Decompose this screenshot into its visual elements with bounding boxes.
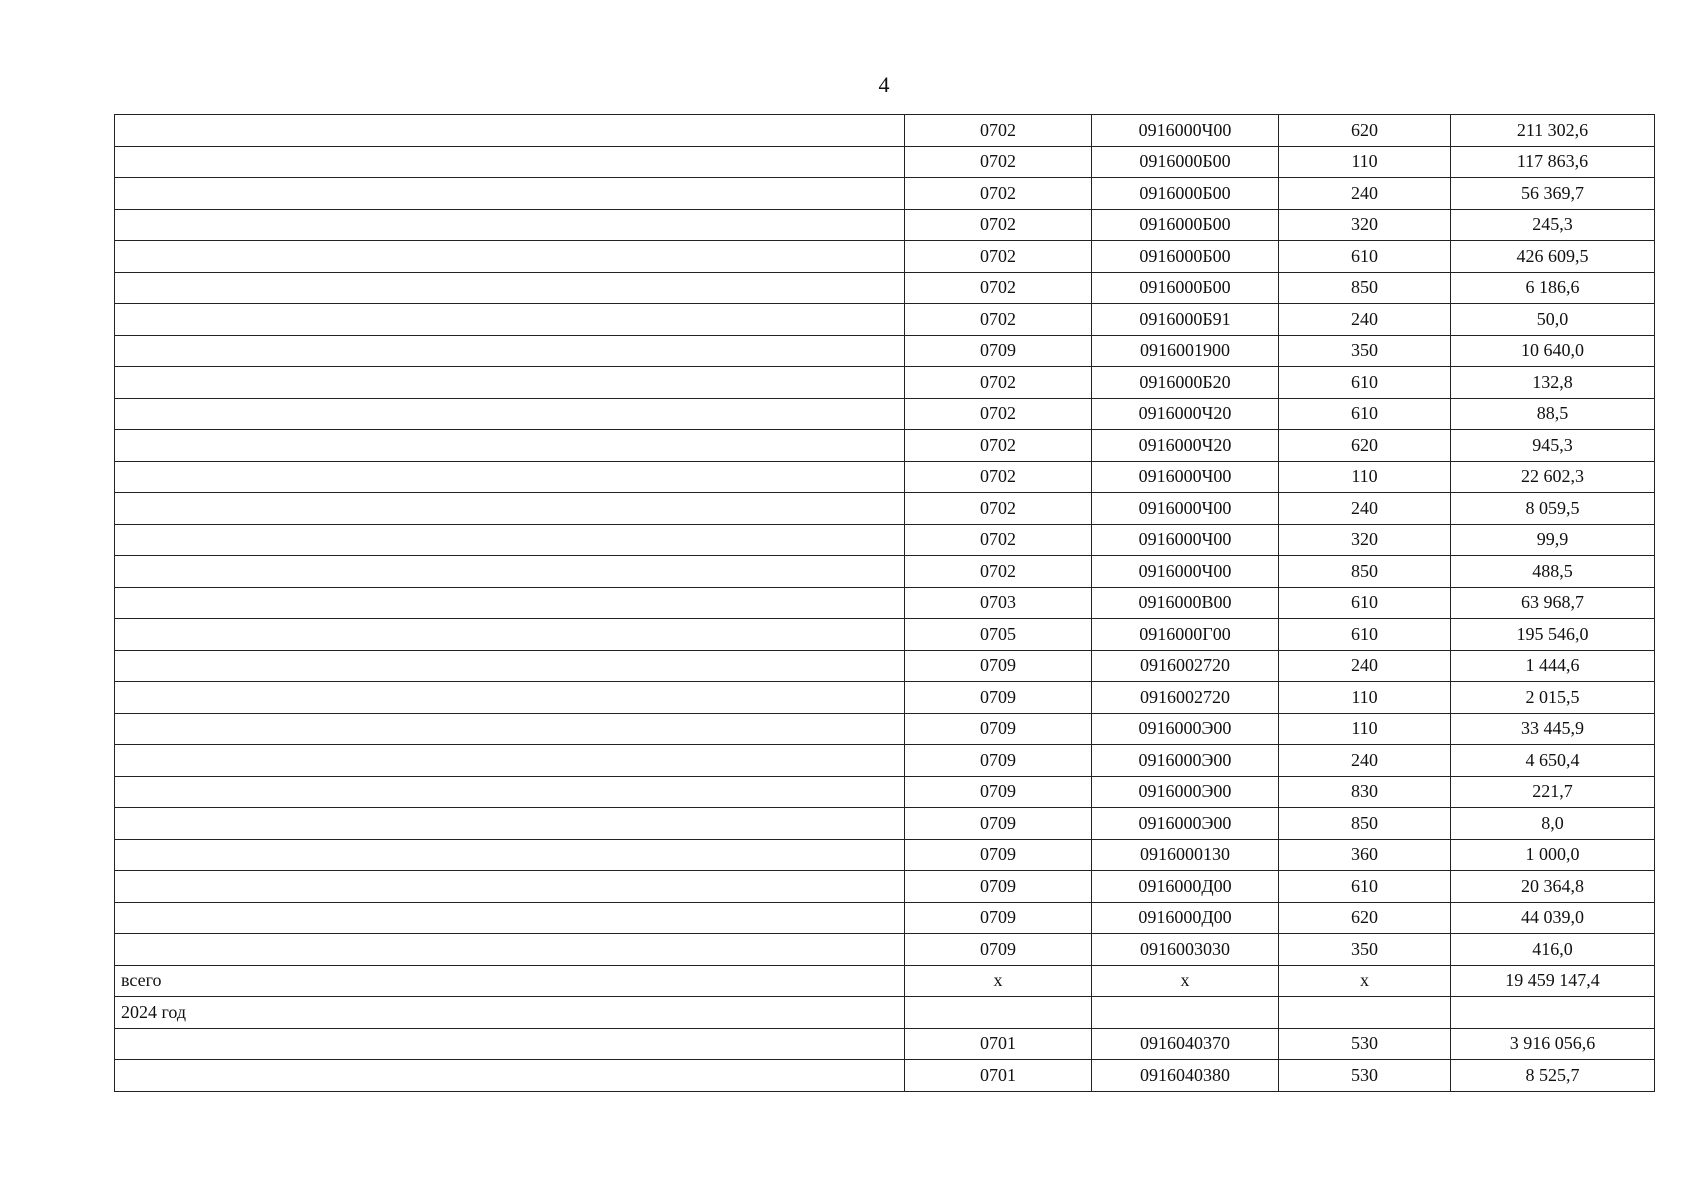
expense-type-code-cell: 610 — [1279, 619, 1451, 651]
amount-cell: 63 968,7 — [1451, 587, 1655, 619]
row-name-cell — [115, 146, 905, 178]
target-article-code-cell: 0916000Б00 — [1092, 272, 1279, 304]
section-code-cell: 0709 — [905, 650, 1092, 682]
expense-type-code-cell: 620 — [1279, 902, 1451, 934]
target-article-code-cell: 0916000В00 — [1092, 587, 1279, 619]
amount-cell: 50,0 — [1451, 304, 1655, 336]
table-row — [115, 839, 1655, 871]
table-row — [115, 808, 1655, 840]
table-row — [115, 587, 1655, 619]
expense-type-code-cell: 620 — [1279, 115, 1451, 147]
amount-cell: 8 525,7 — [1451, 1060, 1655, 1092]
row-name-cell — [115, 839, 905, 871]
table-row — [115, 209, 1655, 241]
amount-cell: 1 444,6 — [1451, 650, 1655, 682]
section-code-cell: 0702 — [905, 367, 1092, 399]
amount-cell: 88,5 — [1451, 398, 1655, 430]
table-row — [115, 650, 1655, 682]
amount-cell: 1 000,0 — [1451, 839, 1655, 871]
table-row — [115, 902, 1655, 934]
section-code-cell: 0702 — [905, 209, 1092, 241]
row-name-cell — [115, 713, 905, 745]
table-row — [115, 241, 1655, 273]
section-code-cell: 0709 — [905, 776, 1092, 808]
expense-type-code-cell: 240 — [1279, 493, 1451, 525]
amount-cell: 945,3 — [1451, 430, 1655, 462]
row-name-cell — [115, 178, 905, 210]
target-article-code-cell: 0916000130 — [1092, 839, 1279, 871]
section-code-cell: 0703 — [905, 587, 1092, 619]
expense-type-code-cell: 240 — [1279, 745, 1451, 777]
table-row — [115, 146, 1655, 178]
table-row — [115, 997, 1655, 1029]
table-row — [115, 335, 1655, 367]
expense-type-code-cell: 110 — [1279, 146, 1451, 178]
target-article-code-cell: x — [1092, 965, 1279, 997]
table-row — [115, 304, 1655, 336]
table-row — [115, 776, 1655, 808]
expense-type-code-cell: 110 — [1279, 713, 1451, 745]
expense-type-code-cell: 240 — [1279, 304, 1451, 336]
table-row — [115, 556, 1655, 588]
table-row — [115, 619, 1655, 651]
amount-cell: 33 445,9 — [1451, 713, 1655, 745]
target-article-code-cell: 0916000Ч00 — [1092, 115, 1279, 147]
section-code-cell: 0702 — [905, 461, 1092, 493]
table-row — [115, 430, 1655, 462]
target-article-code-cell: 0916000Б00 — [1092, 209, 1279, 241]
section-code-cell: 0702 — [905, 304, 1092, 336]
target-article-code-cell — [1092, 997, 1279, 1029]
target-article-code-cell: 0916002720 — [1092, 682, 1279, 714]
target-article-code-cell: 0916000Б00 — [1092, 146, 1279, 178]
table-row — [115, 493, 1655, 525]
table-row — [115, 367, 1655, 399]
amount-cell: 2 015,5 — [1451, 682, 1655, 714]
table-row — [115, 272, 1655, 304]
section-code-cell: 0709 — [905, 839, 1092, 871]
row-name-cell: всего — [115, 965, 905, 997]
expense-type-code-cell: 850 — [1279, 272, 1451, 304]
section-code-cell: 0709 — [905, 808, 1092, 840]
target-article-code-cell: 0916000Э00 — [1092, 776, 1279, 808]
target-article-code-cell: 0916040380 — [1092, 1060, 1279, 1092]
expense-type-code-cell: 320 — [1279, 524, 1451, 556]
row-name-cell — [115, 209, 905, 241]
amount-cell: 426 609,5 — [1451, 241, 1655, 273]
row-name-cell — [115, 587, 905, 619]
table-row — [115, 934, 1655, 966]
page-number: 4 — [878, 72, 890, 97]
row-name-cell: 2024 год — [115, 997, 905, 1029]
target-article-code-cell: 0916000Б20 — [1092, 367, 1279, 399]
table-row — [115, 745, 1655, 777]
expense-type-code-cell: 360 — [1279, 839, 1451, 871]
section-code-cell: 0701 — [905, 1028, 1092, 1060]
expense-type-code-cell — [1279, 997, 1451, 1029]
expense-type-code-cell: 240 — [1279, 178, 1451, 210]
section-code-cell: 0702 — [905, 178, 1092, 210]
target-article-code-cell: 0916000Д00 — [1092, 902, 1279, 934]
target-article-code-cell: 0916000Ч00 — [1092, 493, 1279, 525]
section-code-cell: 0702 — [905, 556, 1092, 588]
expense-type-code-cell: 350 — [1279, 335, 1451, 367]
table-row — [115, 178, 1655, 210]
row-name-cell — [115, 682, 905, 714]
section-code-cell: 0702 — [905, 115, 1092, 147]
target-article-code-cell: 0916000Г00 — [1092, 619, 1279, 651]
table-row — [115, 524, 1655, 556]
section-code-cell: x — [905, 965, 1092, 997]
row-name-cell — [115, 272, 905, 304]
target-article-code-cell: 0916000Б00 — [1092, 178, 1279, 210]
target-article-code-cell: 0916000Э00 — [1092, 745, 1279, 777]
row-name-cell — [115, 335, 905, 367]
amount-cell: 8,0 — [1451, 808, 1655, 840]
row-name-cell — [115, 556, 905, 588]
table-row — [115, 115, 1655, 147]
amount-cell: 211 302,6 — [1451, 115, 1655, 147]
section-code-cell: 0709 — [905, 745, 1092, 777]
section-code-cell: 0709 — [905, 713, 1092, 745]
expense-type-code-cell: 850 — [1279, 808, 1451, 840]
amount-cell: 4 650,4 — [1451, 745, 1655, 777]
amount-cell: 416,0 — [1451, 934, 1655, 966]
expense-type-code-cell: 610 — [1279, 241, 1451, 273]
expense-type-code-cell: 610 — [1279, 367, 1451, 399]
expense-type-code-cell: 850 — [1279, 556, 1451, 588]
section-code-cell: 0702 — [905, 241, 1092, 273]
target-article-code-cell: 0916000Ч00 — [1092, 461, 1279, 493]
target-article-code-cell: 0916001900 — [1092, 335, 1279, 367]
row-name-cell — [115, 241, 905, 273]
expense-type-code-cell: 530 — [1279, 1060, 1451, 1092]
amount-cell: 20 364,8 — [1451, 871, 1655, 903]
amount-cell: 488,5 — [1451, 556, 1655, 588]
table-row — [115, 682, 1655, 714]
section-code-cell: 0709 — [905, 682, 1092, 714]
row-name-cell — [115, 524, 905, 556]
table-row — [115, 1028, 1655, 1060]
expense-type-code-cell: 350 — [1279, 934, 1451, 966]
expense-type-code-cell: 320 — [1279, 209, 1451, 241]
row-name-cell — [115, 461, 905, 493]
row-name-cell — [115, 304, 905, 336]
target-article-code-cell: 0916000Б91 — [1092, 304, 1279, 336]
row-name-cell — [115, 745, 905, 777]
amount-cell: 56 369,7 — [1451, 178, 1655, 210]
target-article-code-cell: 0916000Э00 — [1092, 713, 1279, 745]
expense-type-code-cell: 530 — [1279, 1028, 1451, 1060]
amount-cell: 19 459 147,4 — [1451, 965, 1655, 997]
target-article-code-cell: 0916000Ч00 — [1092, 524, 1279, 556]
target-article-code-cell: 0916000Ч20 — [1092, 398, 1279, 430]
row-name-cell — [115, 115, 905, 147]
amount-cell: 221,7 — [1451, 776, 1655, 808]
expense-type-code-cell: 830 — [1279, 776, 1451, 808]
target-article-code-cell: 0916000Э00 — [1092, 808, 1279, 840]
section-code-cell: 0709 — [905, 934, 1092, 966]
row-name-cell — [115, 367, 905, 399]
amount-cell: 3 916 056,6 — [1451, 1028, 1655, 1060]
row-name-cell — [115, 493, 905, 525]
section-code-cell: 0702 — [905, 524, 1092, 556]
amount-cell: 10 640,0 — [1451, 335, 1655, 367]
target-article-code-cell: 0916000Ч00 — [1092, 556, 1279, 588]
row-name-cell — [115, 871, 905, 903]
budget-table — [114, 114, 1655, 1092]
section-code-cell: 0709 — [905, 871, 1092, 903]
amount-cell: 6 186,6 — [1451, 272, 1655, 304]
row-name-cell — [115, 934, 905, 966]
row-name-cell — [115, 1028, 905, 1060]
target-article-code-cell: 0916003030 — [1092, 934, 1279, 966]
budget-table-body — [115, 115, 1655, 1092]
section-code-cell: 0709 — [905, 902, 1092, 934]
amount-cell: 132,8 — [1451, 367, 1655, 399]
row-name-cell — [115, 430, 905, 462]
table-row — [115, 713, 1655, 745]
expense-type-code-cell: 610 — [1279, 587, 1451, 619]
section-code-cell: 0701 — [905, 1060, 1092, 1092]
expense-type-code-cell: x — [1279, 965, 1451, 997]
expense-type-code-cell: 610 — [1279, 398, 1451, 430]
section-code-cell — [905, 997, 1092, 1029]
row-name-cell — [115, 398, 905, 430]
expense-type-code-cell: 620 — [1279, 430, 1451, 462]
row-name-cell — [115, 1060, 905, 1092]
table-row — [115, 871, 1655, 903]
target-article-code-cell: 0916000Ч20 — [1092, 430, 1279, 462]
amount-cell: 117 863,6 — [1451, 146, 1655, 178]
section-code-cell: 0702 — [905, 272, 1092, 304]
table-row — [115, 398, 1655, 430]
amount-cell — [1451, 997, 1655, 1029]
row-name-cell — [115, 776, 905, 808]
row-name-cell — [115, 619, 905, 651]
table-row — [115, 1060, 1655, 1092]
expense-type-code-cell: 610 — [1279, 871, 1451, 903]
section-code-cell: 0702 — [905, 146, 1092, 178]
target-article-code-cell: 0916040370 — [1092, 1028, 1279, 1060]
amount-cell: 195 546,0 — [1451, 619, 1655, 651]
table-row — [115, 461, 1655, 493]
row-name-cell — [115, 902, 905, 934]
expense-type-code-cell: 110 — [1279, 461, 1451, 493]
amount-cell: 99,9 — [1451, 524, 1655, 556]
expense-type-code-cell: 110 — [1279, 682, 1451, 714]
table-row — [115, 965, 1655, 997]
row-name-cell — [115, 808, 905, 840]
section-code-cell: 0705 — [905, 619, 1092, 651]
target-article-code-cell: 0916000Д00 — [1092, 871, 1279, 903]
section-code-cell: 0702 — [905, 493, 1092, 525]
row-name-cell — [115, 650, 905, 682]
section-code-cell: 0702 — [905, 398, 1092, 430]
amount-cell: 8 059,5 — [1451, 493, 1655, 525]
target-article-code-cell: 0916002720 — [1092, 650, 1279, 682]
section-code-cell: 0702 — [905, 430, 1092, 462]
expense-type-code-cell: 240 — [1279, 650, 1451, 682]
section-code-cell: 0709 — [905, 335, 1092, 367]
amount-cell: 22 602,3 — [1451, 461, 1655, 493]
amount-cell: 44 039,0 — [1451, 902, 1655, 934]
amount-cell: 245,3 — [1451, 209, 1655, 241]
target-article-code-cell: 0916000Б00 — [1092, 241, 1279, 273]
